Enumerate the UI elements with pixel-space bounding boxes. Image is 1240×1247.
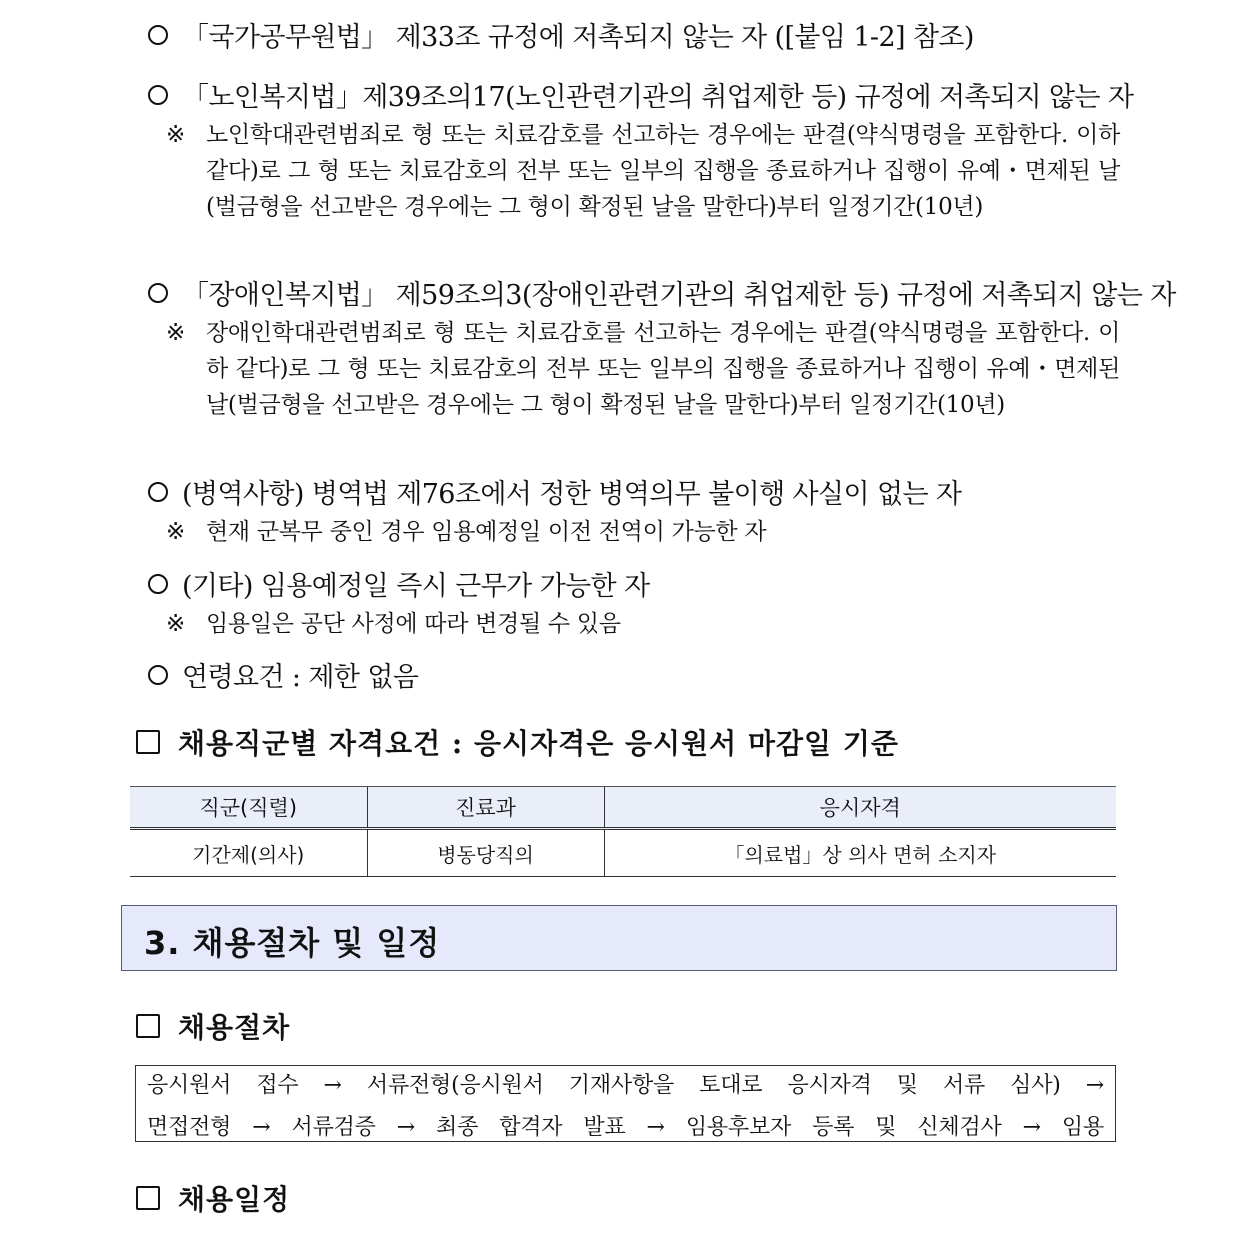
note-text: 임용일은 공단 사정에 따라 변경될 수 있음 [206,611,621,637]
criterion-item [148,655,418,694]
reference-mark-icon: ※ [166,122,185,148]
procedure-heading [136,1006,290,1046]
circle-bullet-icon [148,85,168,105]
criterion-text: (기타) 임용예정일 즉시 근무가 가능한 자 [182,571,650,602]
section-title: 3. 채용절차 및 일정 [144,924,441,962]
circle-bullet-icon [148,665,168,685]
criterion-text: 「장애인복지법」 제59조의3(장애인관련기관의 취업제한 등) 규정에 저촉되지 않는 자 [182,280,1176,311]
circle-bullet-icon [148,283,168,303]
note-text: 노인학대관련범죄로 형 또는 치료감호를 선고하는 경우에는 판결(약식명령을 포함한다. 이하 같다)로 그 형 또는 치료감호의 전부 또는 일부의 집행을 종료하거나 집행이 유예・면제된 날(벌금형을 선고받은 경우에는 그 형이 확정된 날을 말한다)부터 일정기간(10년) [206,122,1120,220]
criterion-item [148,564,650,603]
note-item [166,514,1120,550]
table-cell: 병동당직의 [367,829,604,877]
column-header-qualification: 응시자격 [604,787,1116,829]
table-cell: 기간제(의사) [130,829,367,877]
table-row [130,829,1116,877]
procedure-box [135,1065,1116,1142]
note-item [166,315,1120,459]
reference-mark-icon: ※ [166,320,185,346]
table-cell: 「의료법」상 의사 면허 소지자 [604,829,1116,877]
criterion-text: (병역사항) 병역법 제76조에서 정한 병역의무 불이행 사실이 없는 자 [182,479,962,510]
note-text: 현재 군복무 중인 경우 임용예정일 이전 전역이 가능한 자 [206,519,767,545]
criterion-item [148,15,974,54]
criterion-text: 「국가공무원법」 제33조 규정에 저촉되지 않는 자 ([붙임 1-2] 참조) [182,22,974,53]
qualification-table [130,786,1116,877]
qualification-heading [136,722,899,762]
qualification-heading-text: 채용직군별 자격요건 : 응시자격은 응시원서 마감일 기준 [178,727,899,760]
section-banner [121,905,1117,971]
column-header-job-group: 직군(직렬) [130,787,367,829]
criterion-text: 「노인복지법」제39조의17(노인관련기관의 취업제한 등) 규정에 저촉되지 않는 자 [182,82,1134,113]
note-item [166,606,1120,642]
note-text: 장애인학대관련범죄로 형 또는 치료감호를 선고하는 경우에는 판결(약식명령을 포함한다. 이하 같다)로 그 형 또는 치료감호의 전부 또는 일부의 집행을 종료하거나 집행이 유예・면제된 날(벌금형을 선고받은 경우에는 그 형이 확정된 날을 말한다)부터 일정기간(10년) [206,320,1120,418]
criterion-item [148,273,1176,312]
criterion-item [148,75,1133,114]
procedure-line: 면접전형 → 서류검증 → 최종 합격자 발표 → 임용후보자 등록 및 신체검사 → 임용 [147,1115,1104,1140]
criterion-item [148,472,961,511]
circle-bullet-icon [148,25,168,45]
table-header-row [130,787,1116,829]
checkbox-square-icon [136,1186,160,1210]
schedule-heading [136,1178,290,1218]
checkbox-square-icon [136,730,160,754]
checkbox-square-icon [136,1014,160,1038]
schedule-heading-text: 채용일정 [178,1183,291,1216]
note-item [166,117,1120,261]
criterion-text: 연령요건 : 제한 없음 [182,662,419,693]
circle-bullet-icon [148,482,168,502]
reference-mark-icon: ※ [166,519,185,545]
procedure-heading-text: 채용절차 [178,1011,291,1044]
reference-mark-icon: ※ [166,611,185,637]
circle-bullet-icon [148,574,168,594]
column-header-department: 진료과 [367,787,604,829]
procedure-line: 응시원서 접수 → 서류전형(응시원서 기재사항을 토대로 응시자격 및 서류 심사) → [147,1073,1104,1098]
